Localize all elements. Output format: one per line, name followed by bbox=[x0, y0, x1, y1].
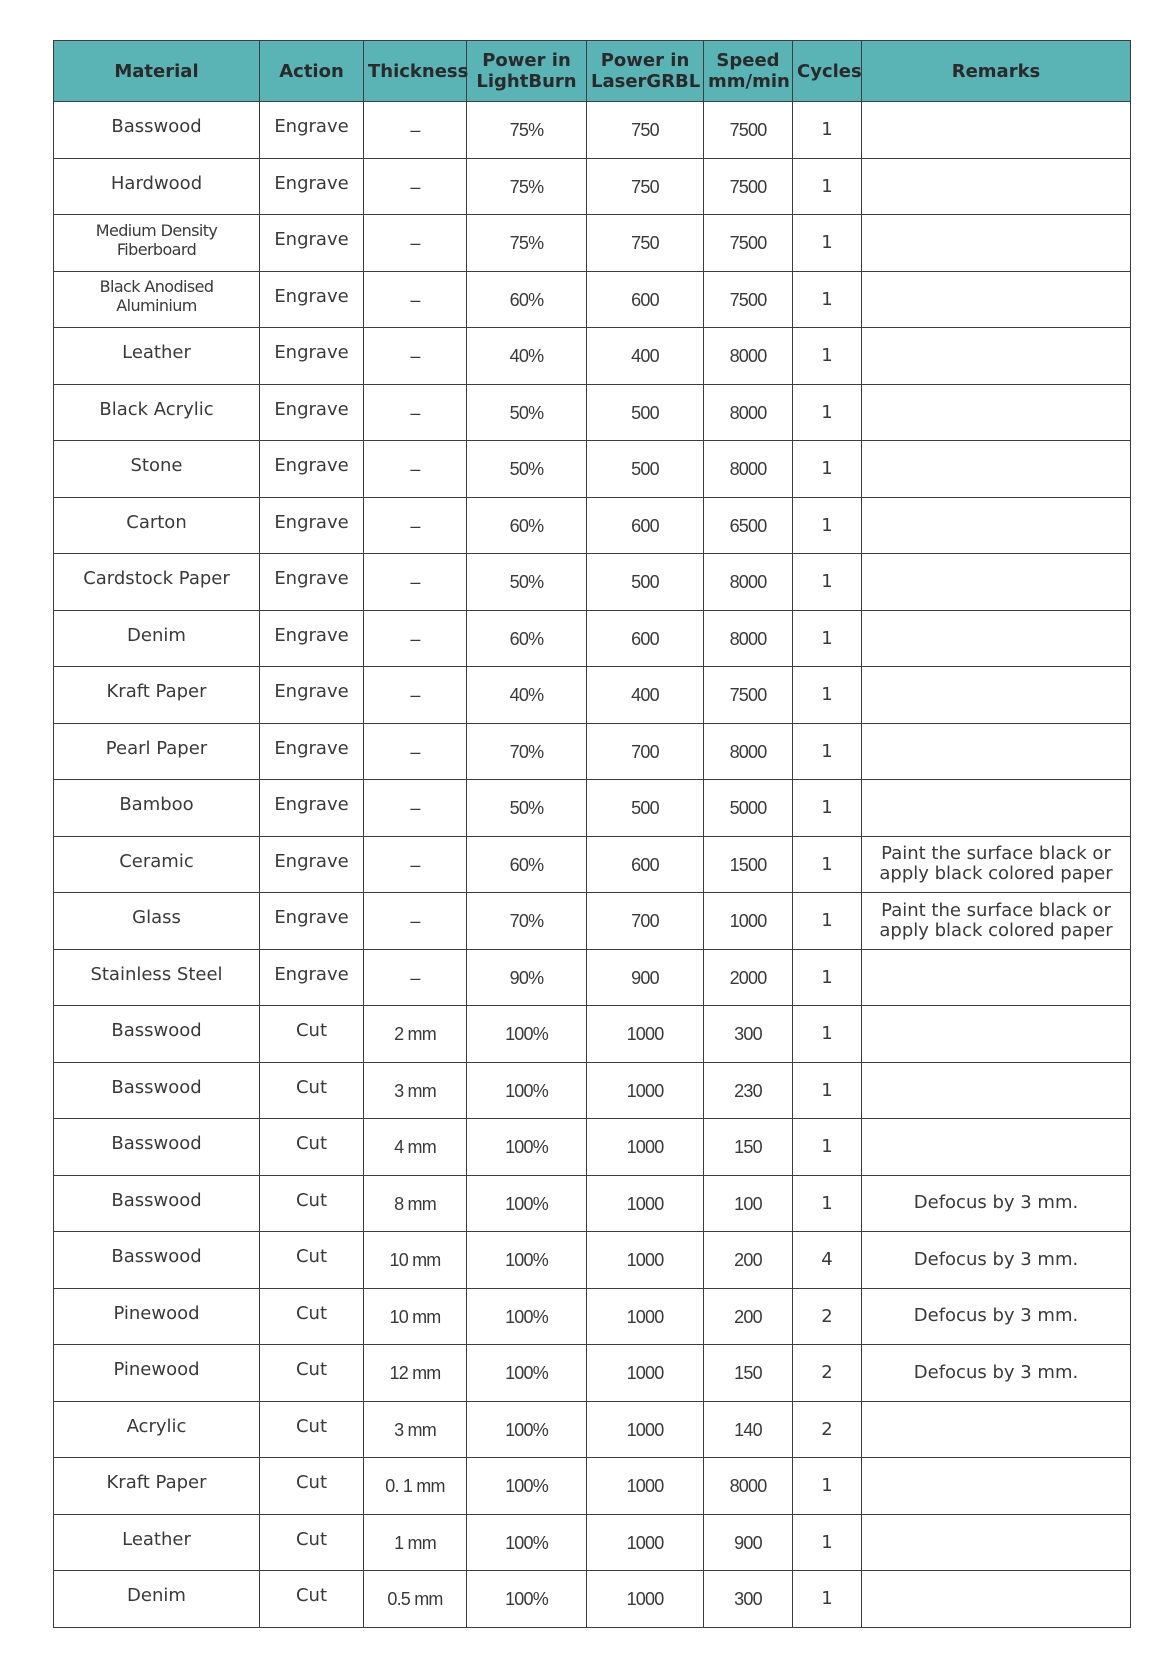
cell-remarks bbox=[862, 1458, 1131, 1515]
cell-cycles: 1 bbox=[793, 554, 862, 611]
cell-power-lasergrbl: 700 bbox=[587, 894, 704, 951]
cell-cycles: 2 bbox=[793, 1288, 862, 1345]
header-power-lightburn: Power in LightBurn bbox=[467, 41, 587, 102]
cell-power-lasergrbl: 500 bbox=[587, 385, 704, 442]
cell-cycles: 1 bbox=[793, 328, 862, 385]
cell-speed: 900 bbox=[704, 1515, 793, 1572]
table-row bbox=[54, 1119, 1131, 1176]
cell-power-lasergrbl: 1000 bbox=[587, 1176, 704, 1233]
cell-speed: 7500 bbox=[704, 103, 793, 160]
header-thickness: Thickness bbox=[364, 41, 467, 102]
cell-power-lightburn: 70% bbox=[467, 724, 587, 781]
cell-speed: 8000 bbox=[704, 611, 793, 668]
cell-speed: 5000 bbox=[704, 781, 793, 838]
cell-action: Engrave bbox=[260, 494, 364, 551]
cell-remarks bbox=[862, 158, 1131, 215]
cell-remarks: Defocus by 3 mm. bbox=[862, 1345, 1131, 1402]
cell-remarks bbox=[862, 441, 1131, 498]
cell-speed: 8000 bbox=[704, 442, 793, 499]
cell-power-lasergrbl: 1000 bbox=[587, 1289, 704, 1346]
cell-cycles: 1 bbox=[793, 1175, 862, 1232]
cell-thickness: – bbox=[364, 442, 467, 499]
table-row bbox=[54, 1514, 1131, 1571]
cell-remarks bbox=[862, 1062, 1131, 1119]
cell-power-lightburn: 75% bbox=[467, 103, 587, 160]
cell-material: Basswood bbox=[54, 1059, 260, 1116]
cell-remarks: Paint the surface black or apply black colored paper bbox=[862, 836, 1131, 893]
cell-speed: 6500 bbox=[704, 498, 793, 555]
table-row bbox=[54, 949, 1131, 1006]
cell-power-lasergrbl: 700 bbox=[587, 724, 704, 781]
cell-cycles: 1 bbox=[793, 1514, 862, 1571]
cell-power-lasergrbl: 1000 bbox=[587, 1063, 704, 1120]
cell-action: Cut bbox=[260, 1398, 364, 1455]
cell-cycles: 1 bbox=[793, 102, 862, 159]
cell-material: Basswood bbox=[54, 1116, 260, 1173]
cell-thickness: – bbox=[364, 555, 467, 612]
cell-action: Engrave bbox=[260, 381, 364, 438]
cell-cycles: 1 bbox=[793, 836, 862, 893]
cell-thickness: – bbox=[364, 724, 467, 781]
cell-material: Basswood bbox=[54, 1003, 260, 1060]
cell-remarks bbox=[862, 328, 1131, 385]
cell-thickness: 4 mm bbox=[364, 1120, 467, 1177]
cell-power-lasergrbl: 600 bbox=[587, 498, 704, 555]
cell-power-lasergrbl: 600 bbox=[587, 272, 704, 329]
cell-thickness: 0.5 mm bbox=[364, 1572, 467, 1629]
cell-power-lasergrbl: 1000 bbox=[587, 1572, 704, 1629]
table-row bbox=[54, 610, 1131, 667]
table-row bbox=[54, 158, 1131, 215]
cell-material: Pearl Paper bbox=[54, 720, 260, 777]
cell-cycles: 2 bbox=[793, 1401, 862, 1458]
table-row bbox=[54, 1401, 1131, 1458]
cell-remarks: Defocus by 3 mm. bbox=[862, 1288, 1131, 1345]
cell-material: Leather bbox=[54, 1511, 260, 1568]
cell-power-lasergrbl: 600 bbox=[587, 611, 704, 668]
cell-remarks: Paint the surface black or apply black colored paper bbox=[862, 893, 1131, 950]
cell-action: Cut bbox=[260, 1568, 364, 1625]
cell-power-lightburn: 50% bbox=[467, 442, 587, 499]
cell-thickness: 10 mm bbox=[364, 1233, 467, 1290]
cell-thickness: – bbox=[364, 668, 467, 725]
cell-thickness: – bbox=[364, 611, 467, 668]
cell-remarks bbox=[862, 1571, 1131, 1628]
cell-power-lightburn: 60% bbox=[467, 498, 587, 555]
cell-cycles: 1 bbox=[793, 610, 862, 667]
cell-power-lasergrbl: 1000 bbox=[587, 1007, 704, 1064]
table-row bbox=[54, 441, 1131, 498]
cell-action: Engrave bbox=[260, 946, 364, 1003]
cell-power-lasergrbl: 1000 bbox=[587, 1120, 704, 1177]
cell-speed: 200 bbox=[704, 1289, 793, 1346]
cell-material: Stainless Steel bbox=[54, 946, 260, 1003]
cell-cycles: 1 bbox=[793, 949, 862, 1006]
cell-power-lasergrbl: 1000 bbox=[587, 1515, 704, 1572]
cell-power-lasergrbl: 400 bbox=[587, 668, 704, 725]
table-row bbox=[54, 780, 1131, 837]
cell-material: Kraft Paper bbox=[54, 664, 260, 721]
cell-thickness: – bbox=[364, 894, 467, 951]
cell-action: Engrave bbox=[260, 551, 364, 608]
cell-material: Acrylic bbox=[54, 1398, 260, 1455]
cell-action: Engrave bbox=[260, 890, 364, 947]
cell-power-lightburn: 60% bbox=[467, 611, 587, 668]
cell-material: Medium Density Fiberboard bbox=[54, 212, 260, 269]
cell-material: Black Anodised Aluminium bbox=[54, 268, 260, 325]
cell-remarks bbox=[862, 1514, 1131, 1571]
cell-remarks bbox=[862, 215, 1131, 272]
cell-material: Denim bbox=[54, 1568, 260, 1625]
cell-thickness: – bbox=[364, 329, 467, 386]
cell-material: Stone bbox=[54, 438, 260, 495]
cell-power-lightburn: 40% bbox=[467, 668, 587, 725]
cell-speed: 300 bbox=[704, 1007, 793, 1064]
table-row bbox=[54, 893, 1131, 950]
cell-action: Engrave bbox=[260, 833, 364, 890]
cell-action: Engrave bbox=[260, 212, 364, 269]
cell-speed: 200 bbox=[704, 1233, 793, 1290]
cell-material: Leather bbox=[54, 325, 260, 382]
cell-cycles: 1 bbox=[793, 1571, 862, 1628]
cell-action: Engrave bbox=[260, 777, 364, 834]
cell-remarks bbox=[862, 384, 1131, 441]
cell-action: Cut bbox=[260, 1455, 364, 1512]
cell-power-lasergrbl: 750 bbox=[587, 103, 704, 160]
cell-material: Denim bbox=[54, 607, 260, 664]
cell-cycles: 1 bbox=[793, 1119, 862, 1176]
cell-speed: 7500 bbox=[704, 159, 793, 216]
cell-cycles: 1 bbox=[793, 780, 862, 837]
cell-action: Cut bbox=[260, 1059, 364, 1116]
cell-power-lasergrbl: 750 bbox=[587, 159, 704, 216]
header-material: Material bbox=[54, 41, 260, 102]
cell-power-lightburn: 50% bbox=[467, 555, 587, 612]
table-row bbox=[54, 1006, 1131, 1063]
cell-thickness: – bbox=[364, 272, 467, 329]
cell-speed: 7500 bbox=[704, 216, 793, 273]
cell-speed: 140 bbox=[704, 1402, 793, 1459]
table-row bbox=[54, 667, 1131, 724]
cell-thickness: 1 mm bbox=[364, 1515, 467, 1572]
cell-cycles: 1 bbox=[793, 271, 862, 328]
cell-action: Engrave bbox=[260, 99, 364, 156]
cell-cycles: 2 bbox=[793, 1345, 862, 1402]
cell-action: Cut bbox=[260, 1172, 364, 1229]
cell-action: Cut bbox=[260, 1116, 364, 1173]
header-action: Action bbox=[260, 41, 364, 102]
header-speed: Speed mm/min bbox=[704, 41, 793, 102]
cell-thickness: – bbox=[364, 159, 467, 216]
cell-power-lasergrbl: 500 bbox=[587, 442, 704, 499]
cell-thickness: 3 mm bbox=[364, 1063, 467, 1120]
cell-cycles: 1 bbox=[793, 1006, 862, 1063]
cell-remarks: Defocus by 3 mm. bbox=[862, 1232, 1131, 1289]
cell-material: Basswood bbox=[54, 1229, 260, 1286]
cell-speed: 150 bbox=[704, 1120, 793, 1177]
cell-action: Cut bbox=[260, 1511, 364, 1568]
cell-power-lasergrbl: 900 bbox=[587, 950, 704, 1007]
header-row bbox=[54, 41, 1131, 102]
table-row bbox=[54, 1175, 1131, 1232]
cell-power-lightburn: 100% bbox=[467, 1063, 587, 1120]
cell-remarks bbox=[862, 497, 1131, 554]
cell-remarks: Defocus by 3 mm. bbox=[862, 1175, 1131, 1232]
cell-action: Engrave bbox=[260, 325, 364, 382]
cell-speed: 1500 bbox=[704, 837, 793, 894]
cell-remarks bbox=[862, 1006, 1131, 1063]
cell-power-lightburn: 100% bbox=[467, 1120, 587, 1177]
cell-remarks bbox=[862, 1119, 1131, 1176]
cell-power-lightburn: 50% bbox=[467, 781, 587, 838]
cell-cycles: 1 bbox=[793, 723, 862, 780]
table-row bbox=[54, 554, 1131, 611]
cell-power-lightburn: 100% bbox=[467, 1572, 587, 1629]
header-cycles: Cycles bbox=[793, 41, 862, 102]
table-row bbox=[54, 102, 1131, 159]
cell-power-lasergrbl: 1000 bbox=[587, 1402, 704, 1459]
cell-power-lightburn: 70% bbox=[467, 894, 587, 951]
cell-power-lasergrbl: 1000 bbox=[587, 1233, 704, 1290]
cell-action: Engrave bbox=[260, 155, 364, 212]
cell-thickness: 3 mm bbox=[364, 1402, 467, 1459]
cell-action: Cut bbox=[260, 1229, 364, 1286]
cell-remarks bbox=[862, 271, 1131, 328]
cell-material: Pinewood bbox=[54, 1342, 260, 1399]
table-row bbox=[54, 1232, 1131, 1289]
cell-thickness: 8 mm bbox=[364, 1176, 467, 1233]
cell-power-lightburn: 100% bbox=[467, 1402, 587, 1459]
table-row bbox=[54, 1345, 1131, 1402]
cell-remarks bbox=[862, 610, 1131, 667]
cell-power-lightburn: 60% bbox=[467, 272, 587, 329]
laser-settings-table bbox=[53, 40, 1131, 1628]
cell-remarks bbox=[862, 554, 1131, 611]
cell-action: Engrave bbox=[260, 607, 364, 664]
cell-thickness: 0. 1 mm bbox=[364, 1459, 467, 1516]
cell-remarks bbox=[862, 723, 1131, 780]
cell-power-lightburn: 50% bbox=[467, 385, 587, 442]
cell-power-lasergrbl: 500 bbox=[587, 555, 704, 612]
cell-action: Cut bbox=[260, 1003, 364, 1060]
cell-speed: 150 bbox=[704, 1346, 793, 1403]
cell-power-lightburn: 75% bbox=[467, 159, 587, 216]
cell-remarks bbox=[862, 1401, 1131, 1458]
cell-material: Cardstock Paper bbox=[54, 551, 260, 608]
cell-material: Carton bbox=[54, 494, 260, 551]
cell-material: Hardwood bbox=[54, 155, 260, 212]
cell-cycles: 1 bbox=[793, 215, 862, 272]
cell-speed: 1000 bbox=[704, 894, 793, 951]
cell-power-lasergrbl: 750 bbox=[587, 216, 704, 273]
cell-power-lightburn: 100% bbox=[467, 1515, 587, 1572]
cell-action: Cut bbox=[260, 1285, 364, 1342]
table-row bbox=[54, 1062, 1131, 1119]
cell-speed: 8000 bbox=[704, 1459, 793, 1516]
cell-material: Pinewood bbox=[54, 1285, 260, 1342]
cell-cycles: 4 bbox=[793, 1232, 862, 1289]
cell-thickness: 2 mm bbox=[364, 1007, 467, 1064]
cell-speed: 7500 bbox=[704, 668, 793, 725]
cell-cycles: 1 bbox=[793, 1062, 862, 1119]
header-power-lasergrbl: Power in LaserGRBL bbox=[587, 41, 704, 102]
cell-material: Bamboo bbox=[54, 777, 260, 834]
cell-power-lightburn: 100% bbox=[467, 1176, 587, 1233]
table-row bbox=[54, 215, 1131, 272]
cell-cycles: 1 bbox=[793, 893, 862, 950]
cell-cycles: 1 bbox=[793, 667, 862, 724]
cell-speed: 300 bbox=[704, 1572, 793, 1629]
cell-power-lightburn: 40% bbox=[467, 329, 587, 386]
cell-power-lightburn: 100% bbox=[467, 1289, 587, 1346]
cell-speed: 7500 bbox=[704, 272, 793, 329]
cell-action: Engrave bbox=[260, 268, 364, 325]
cell-thickness: – bbox=[364, 216, 467, 273]
cell-action: Engrave bbox=[260, 720, 364, 777]
cell-remarks bbox=[862, 949, 1131, 1006]
cell-cycles: 1 bbox=[793, 384, 862, 441]
cell-power-lightburn: 100% bbox=[467, 1346, 587, 1403]
cell-thickness: – bbox=[364, 385, 467, 442]
cell-action: Cut bbox=[260, 1342, 364, 1399]
cell-speed: 8000 bbox=[704, 555, 793, 612]
cell-cycles: 1 bbox=[793, 441, 862, 498]
table-row bbox=[54, 271, 1131, 328]
table-row bbox=[54, 497, 1131, 554]
header-remarks: Remarks bbox=[862, 41, 1131, 102]
cell-power-lasergrbl: 1000 bbox=[587, 1346, 704, 1403]
table-row bbox=[54, 836, 1131, 893]
cell-remarks bbox=[862, 667, 1131, 724]
cell-remarks bbox=[862, 102, 1131, 159]
cell-cycles: 1 bbox=[793, 1458, 862, 1515]
cell-remarks bbox=[862, 780, 1131, 837]
cell-power-lasergrbl: 500 bbox=[587, 781, 704, 838]
cell-thickness: – bbox=[364, 950, 467, 1007]
cell-thickness: – bbox=[364, 781, 467, 838]
cell-speed: 100 bbox=[704, 1176, 793, 1233]
cell-thickness: – bbox=[364, 498, 467, 555]
table-row bbox=[54, 328, 1131, 385]
cell-power-lightburn: 60% bbox=[467, 837, 587, 894]
cell-material: Basswood bbox=[54, 1172, 260, 1229]
cell-material: Kraft Paper bbox=[54, 1455, 260, 1512]
cell-power-lightburn: 100% bbox=[467, 1233, 587, 1290]
cell-speed: 230 bbox=[704, 1063, 793, 1120]
cell-action: Engrave bbox=[260, 438, 364, 495]
cell-material: Basswood bbox=[54, 99, 260, 156]
cell-thickness: – bbox=[364, 837, 467, 894]
cell-speed: 8000 bbox=[704, 385, 793, 442]
cell-power-lasergrbl: 600 bbox=[587, 837, 704, 894]
table-row bbox=[54, 1288, 1131, 1345]
table-body bbox=[54, 102, 1131, 1628]
cell-material: Ceramic bbox=[54, 833, 260, 890]
cell-action: Engrave bbox=[260, 664, 364, 721]
table-row bbox=[54, 384, 1131, 441]
cell-power-lightburn: 75% bbox=[467, 216, 587, 273]
cell-power-lasergrbl: 400 bbox=[587, 329, 704, 386]
cell-material: Glass bbox=[54, 890, 260, 947]
cell-power-lightburn: 100% bbox=[467, 1007, 587, 1064]
cell-cycles: 1 bbox=[793, 497, 862, 554]
cell-speed: 8000 bbox=[704, 724, 793, 781]
cell-cycles: 1 bbox=[793, 158, 862, 215]
cell-speed: 2000 bbox=[704, 950, 793, 1007]
cell-power-lightburn: 90% bbox=[467, 950, 587, 1007]
table-row bbox=[54, 1458, 1131, 1515]
table-row bbox=[54, 723, 1131, 780]
cell-thickness: 10 mm bbox=[364, 1289, 467, 1346]
cell-power-lightburn: 100% bbox=[467, 1459, 587, 1516]
cell-material: Black Acrylic bbox=[54, 381, 260, 438]
cell-thickness: 12 mm bbox=[364, 1346, 467, 1403]
cell-power-lasergrbl: 1000 bbox=[587, 1459, 704, 1516]
table-row bbox=[54, 1571, 1131, 1628]
cell-speed: 8000 bbox=[704, 329, 793, 386]
cell-thickness: – bbox=[364, 103, 467, 160]
